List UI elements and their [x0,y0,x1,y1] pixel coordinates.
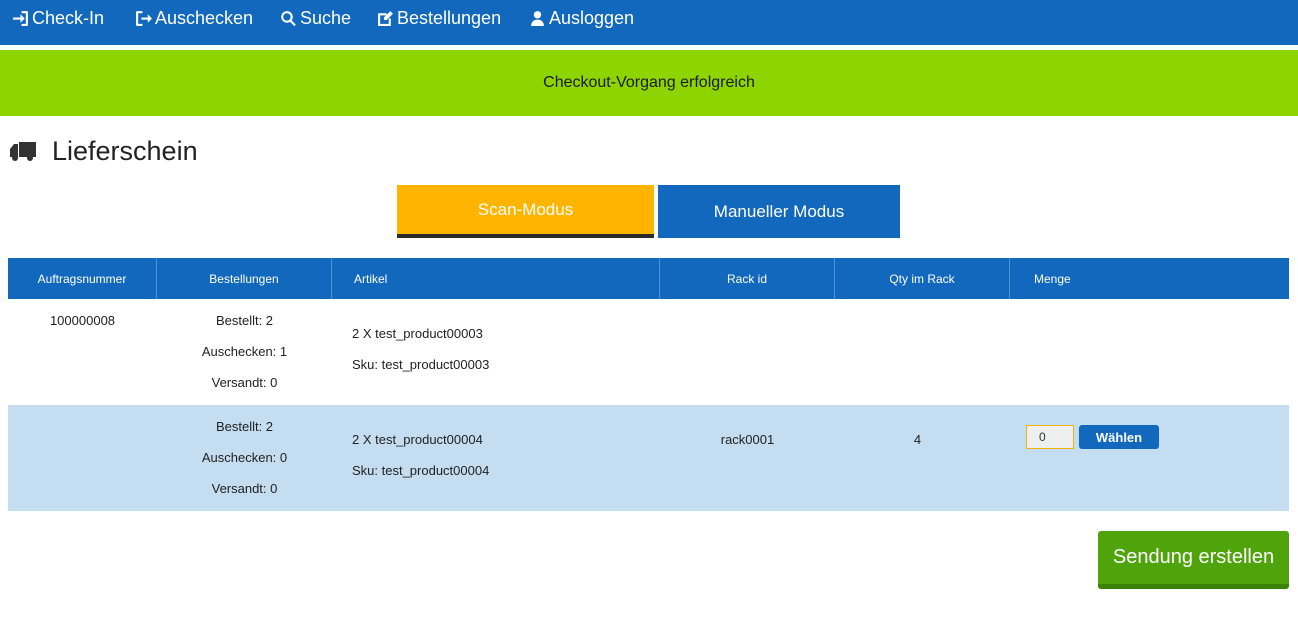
header-rack-id: Rack id [660,258,835,299]
table-header [8,258,1289,299]
top-navbar [0,0,1298,45]
delivery-table [8,258,1289,511]
tab-scan-mode-label: Scan-Modus [477,199,574,219]
checkedout-count: Auschecken: 1 [201,344,288,359]
article-name: 2 X test_product00003 [352,326,483,341]
nav-logout[interactable] [529,6,634,30]
sign-out-icon [135,10,152,27]
nav-check-in[interactable] [12,6,104,30]
header-quantity: Menge [1034,271,1071,286]
order-number: 100000008 [49,313,116,328]
user-icon [529,10,546,27]
ordered-count: Bestellt: 2 [215,313,274,328]
sign-in-icon [12,10,29,27]
success-message: Checkout-Vorgang erfolgreich [543,74,755,91]
header-article: Artikel [332,258,660,299]
nav-checkout-label: Auschecken [155,7,254,28]
checkedout-count: Auschecken: 0 [201,450,288,465]
nav-check-in-label: Check-In [32,7,105,28]
shipped-count: Versandt: 0 [211,375,278,390]
nav-search[interactable] [280,6,351,30]
article-name: 2 X test_product00004 [352,432,483,447]
article-info [352,432,652,494]
tab-manual-mode[interactable] [658,185,900,238]
article-sku: Sku: test_product00003 [352,357,490,372]
header-qty-in-rack: Qty im Rack [835,258,1010,299]
create-shipment-button[interactable]: Sendung erstellen [1098,531,1289,589]
ordered-count: Bestellt: 2 [215,419,274,434]
rack-id: rack0001 [720,432,775,447]
nav-checkout[interactable] [135,6,253,30]
page-title-text: Lieferschein [52,135,198,166]
search-icon [280,10,297,27]
article-sku: Sku: test_product00004 [352,463,490,478]
truck-icon [9,140,37,162]
header-order-number: Auftragsnummer [8,258,157,299]
nav-logout-label: Ausloggen [549,7,635,28]
table-row [8,299,1289,405]
quantity-controls [1026,425,1159,449]
page-title [9,134,198,168]
table-row [8,405,1289,511]
nav-orders-label: Bestellungen [397,7,502,28]
success-banner [0,50,1298,116]
nav-orders[interactable] [377,6,501,30]
edit-icon [377,10,394,27]
order-status [157,419,332,512]
header-orders: Bestellungen [157,258,332,299]
quantity-input[interactable] [1026,425,1074,449]
qty-in-rack: 4 [913,432,922,447]
tab-scan-mode[interactable] [397,185,654,238]
tab-manual-mode-label: Manueller Modus [713,201,845,221]
shipped-count: Versandt: 0 [211,481,278,496]
article-info [352,326,652,388]
nav-search-label: Suche [300,7,352,28]
order-status [157,313,332,406]
choose-button[interactable]: Wählen [1079,425,1159,449]
